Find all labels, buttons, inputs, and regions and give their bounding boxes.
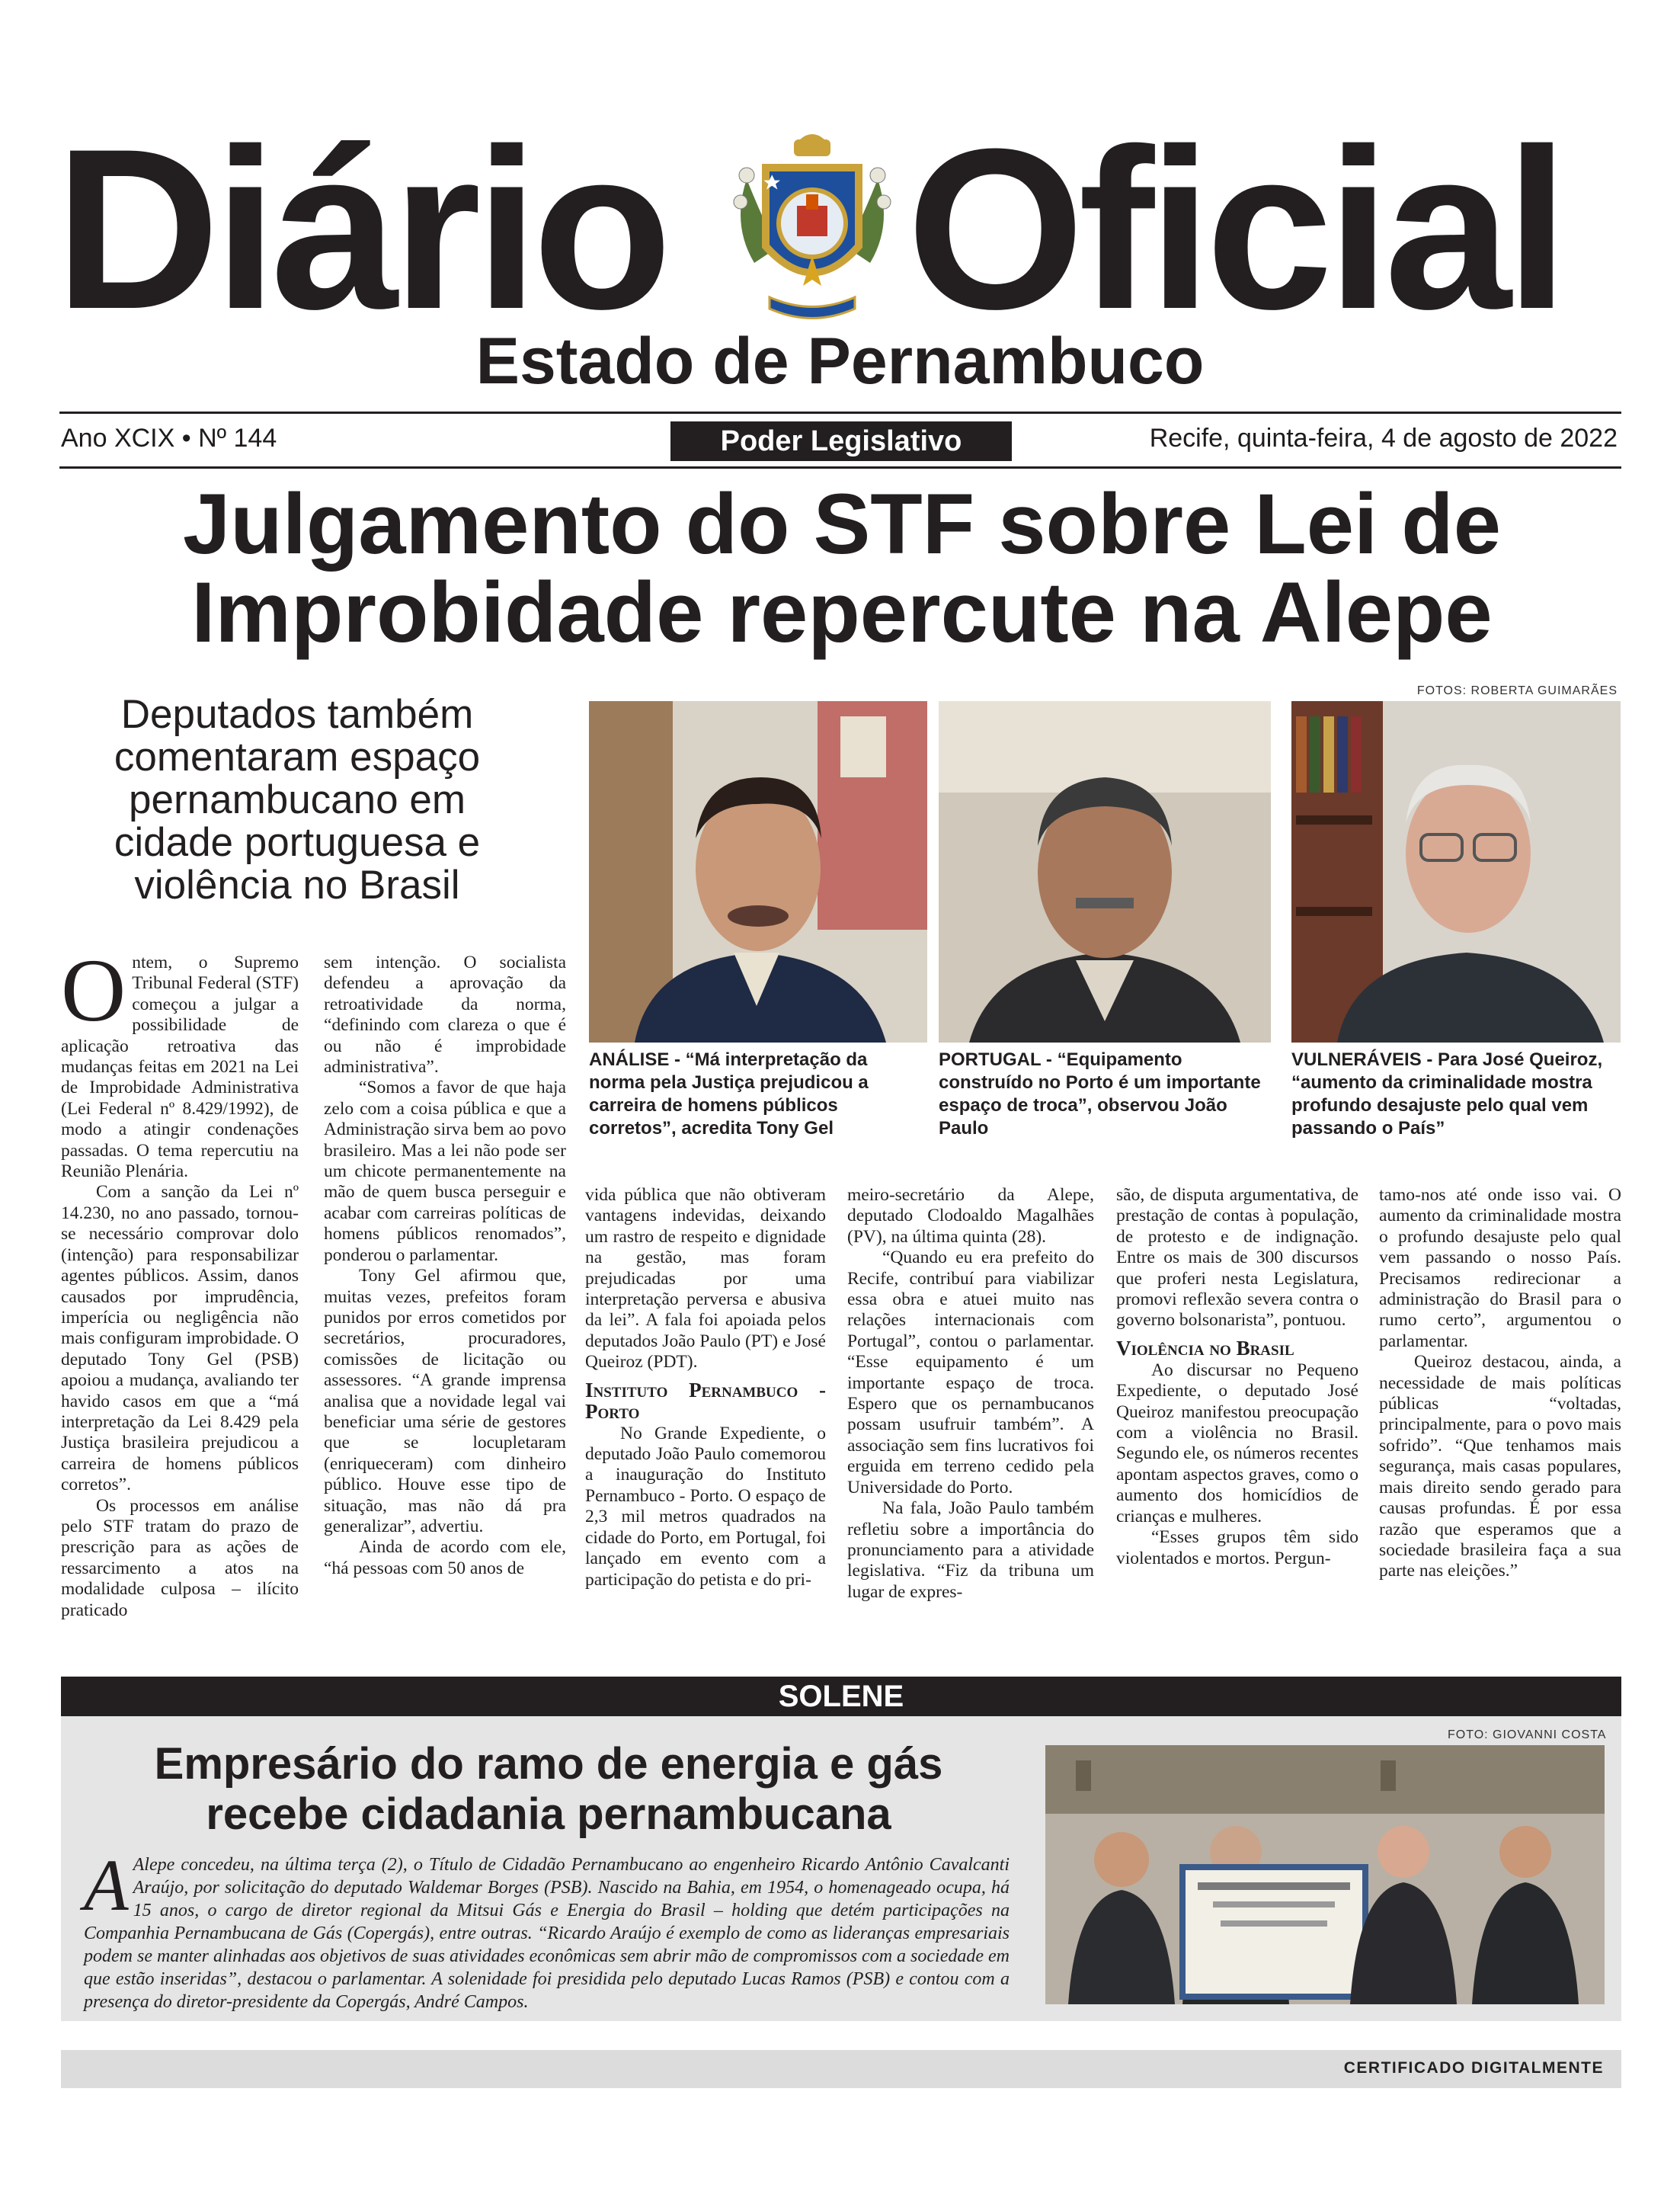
lead-headline: Julgamento do STF sobre Lei de Improbidade repercute na Alepe: [183, 476, 1501, 660]
article-paragraph: Ainda de acordo com ele, “há pessoas com 50 anos de: [324, 1537, 566, 1578]
caption-text: - “Má interpretação da norma pela Justiça prejudicou a carreira de homens públicos corretos”, acredita Tony Gel: [589, 1049, 869, 1139]
lead-deck: Deputados também comentaram espaço pernambucano em cidade portuguesa e violência no Brasil: [114, 692, 481, 908]
digital-certificate-label: CERTIFICADO DIGITALMENTE: [1343, 2059, 1604, 2077]
solene-section-bar: SOLENE: [61, 1677, 1621, 1716]
solene-photo-credit: FOTO: GIOVANNI COSTA: [1448, 1728, 1607, 1741]
article-paragraph: tamo-nos até onde isso vai. O aumento da criminalidade mostra o profundo desajuste pelo qual vem passando o nosso País. Precisamos redirecionar a administração do Brasil para o rumo certo”, argumentou o parlamentar.: [1379, 1185, 1621, 1351]
article-column-4: [847, 1185, 1094, 1603]
article-column-2: [324, 953, 566, 1579]
photo-credit: FOTOS: ROBERTA GUIMARÃES: [1416, 684, 1618, 697]
masthead-subtitle: Estado de Pernambuco: [475, 325, 1205, 398]
article-paragraph: Queiroz destacou, ainda, a necessidade de mais políticas públicas “voltadas, principalmente, para o povo mais sofrido”. “Que tenhamos mais segurança, mais casas populares, mais direito sendo gerado para causas profundas. É por essa razão que esperamos que a sociedade brasileira faça a sua parte nas eleições.”: [1379, 1352, 1621, 1581]
article-paragraph: Na fala, João Paulo também refletiu sobre a importância do pronunciamento para a atividade legislativa. “Fiz da tribuna um lugar de expres-: [847, 1498, 1094, 1602]
article-paragraph: Tony Gel afirmou que, muitas vezes, prefeitos foram punidos por erros cometidos por secretários, procuradores, comissões de licitação ou assessores. “A grande imprensa analisa que a novidade legal vai beneficiar uma série de gestores que se locupletaram (enriqueceram) com dinheiro público. Houve esse tipo de situação, mas não dá pra generalizar”, advertiu.: [324, 1266, 566, 1536]
caption-text: - Para José Queiroz, “aumento da criminalidade mostra profundo desajuste pelo qual vem passando o País”: [1291, 1049, 1603, 1139]
drop-cap: O: [61, 940, 126, 1040]
caption-kicker: VULNERÁVEIS: [1291, 1049, 1422, 1070]
article-paragraph: ntem, o Supremo Tribunal Federal (STF) começou a julgar a possibilidade de aplicação retroativa das mudanças feitas em 2021 na Lei de Improbidade Administrativa (Lei Federal nº 8.429/1992), de modo a atingir condenações passadas. O tema repercutiu na Reunião Plenária.: [61, 953, 299, 1182]
article-column-6: [1379, 1185, 1621, 1582]
subhead-violencia: Violência no Brasil: [1116, 1336, 1294, 1360]
solene-headline: Empresário do ramo de energia e gás recebe cidadania pernambucana: [154, 1739, 943, 1839]
masthead-bottom-rule: [59, 466, 1621, 469]
photo-cidadania-ceremony: [1045, 1745, 1605, 2004]
drop-cap: A: [84, 1844, 129, 1926]
dateline: Recife, quinta-feira, 4 de agosto de 2022: [1149, 424, 1618, 453]
article-column-3: [585, 1185, 826, 1590]
article-paragraph: “Esses grupos têm sido violentados e mortos. Pergun-: [1116, 1527, 1358, 1568]
article-paragraph: No Grande Expediente, o deputado João Paulo comemorou a inauguração do Instituto Pernambuco - Porto. O espaço de 2,3 mil metros quadrados na cidade do Porto, em Portugal, foi lançado em evento com a participação do petista e do pri-: [585, 1423, 826, 1590]
caption-text: - “Equipamento construído no Porto é um importante espaço de troca”, observou João Paulo: [939, 1049, 1261, 1139]
photo-tony-gel: [589, 701, 927, 1043]
photo-caption-analise: [589, 1049, 924, 1140]
article-paragraph: Os processos em análise pelo STF tratam do prazo de prescrição para as ações de ressarcimento a atos na modalidade culposa – ilícito praticado: [61, 1495, 299, 1620]
article-paragraph: “Quando eu era prefeito do Recife, contribuí para viabilizar essa obra e atuei muito nas relações internacionais com Portugal”, contou o parlamentar. “Esse equipamento é um importante espaço de troca. Espero que os pernambucanos possam usufruir também”. A associação sem fins lucrativos foi erguida em terreno cedido pela Universidade do Porto.: [847, 1248, 1094, 1498]
issue-number: Ano XCIX • Nº 144: [61, 424, 277, 453]
article-paragraph: são, de disputa argumentativa, de prestação de contas à população, de protesto e de indignação. Entre os mais de 300 discursos que proferi nesta Legislatura, promovi reflexão severa contra o governo bolsonarista”, pontuou.: [1116, 1185, 1358, 1331]
photo-caption-portugal: [939, 1049, 1274, 1140]
article-paragraph: Com a sanção da Lei nº 14.230, no ano passado, tornou-se necessário comprovar dolo (intenção) para responsabilizar agentes públicos. Assim, danos causados por imprudência, imperícia ou negligência não mais configuram improbidade. O deputado Tony Gel (PSB) apoiou a mudança, avaliando ter havido casos em que a “má interpretação da Lei 8.429 pela Justiça brasileira prejudicou a carreira de homens públicos corretos”.: [61, 1182, 299, 1495]
section-label: Poder Legislativo: [670, 421, 1012, 461]
masthead-title-left: Diário: [55, 101, 667, 357]
subhead-instituto-porto: Instituto Pernambuco - Porto: [585, 1378, 826, 1423]
caption-kicker: ANÁLISE: [589, 1049, 670, 1070]
article-column-5: [1116, 1185, 1358, 1569]
coat-of-arms-icon: [724, 133, 901, 333]
caption-kicker: PORTUGAL: [939, 1049, 1042, 1070]
article-paragraph: Ao discursar no Pequeno Expediente, o deputado José Queiroz manifestou preocupação com a violência no Brasil. Segundo ele, os números recentes apontam aspectos graves, como o aumento dos homicídios de crianças e mulheres.: [1116, 1360, 1358, 1526]
solene-paragraph: Alepe concedeu, na última terça (2), o Título de Cidadão Pernambucano ao engenheiro Ricardo Antônio Cavalcanti Araújo, por solicitação do deputado Waldemar Borges (PSB). Nascido na Bahia, em 1954, o homenageado ocupa, há 15 anos, o cargo de diretor regional da Mitsui Gás e Energia do Brasil – holding que detém participações na Companhia Pernambucana de Gás (Copergás), entre outras. “Ricardo Araújo é exemplo de como as lideranças empresariais podem se manter alinhadas aos objetivos de suas atividades econômicas sem abrir mão de compromissos com a sociedade em que estão inseridas”, destacou o parlamentar. A solenidade foi presidida pelo deputado Lucas Ramos (PSB) e contou com a presença do diretor-presidente da Copergás, André Campos.: [84, 1855, 1010, 2012]
masthead-top-rule: [59, 412, 1621, 414]
article-paragraph: vida pública que não obtiveram vantagens indevidas, deixando um rastro de respeito e dignidade na gestão, mas foram prejudicadas por uma interpretação perversa e abusiva da lei”. A fala foi apoiada pelos deputados João Paulo (PT) e José Queiroz (PDT).: [585, 1185, 826, 1373]
photo-joao-paulo: [939, 701, 1271, 1043]
article-paragraph: sem intenção. O socialista defendeu a aprovação da retroatividade da norma, “definindo com clareza o que é ou não é improbidade administrativa”.: [324, 953, 566, 1078]
photo-jose-queiroz: [1291, 701, 1621, 1043]
photo-caption-vulneraveis: [1291, 1049, 1621, 1140]
article-paragraph: meiro-secretário da Alepe, deputado Clodoaldo Magalhães (PV), na última quinta (28).: [847, 1185, 1094, 1247]
solene-body: [84, 1844, 1010, 2013]
masthead-title-right: Oficial: [907, 101, 1563, 357]
article-column-1: [61, 940, 299, 1621]
article-paragraph: “Somos a favor de que haja zelo com a coisa pública e que a Administração sirva bem ao povo brasileiro. Mas a lei não pode ser um chicote permanentemente na mão de quem busca perseguir e acabar com carreiras políticas de homens públicos renomados”, ponderou o parlamentar.: [324, 1078, 566, 1265]
